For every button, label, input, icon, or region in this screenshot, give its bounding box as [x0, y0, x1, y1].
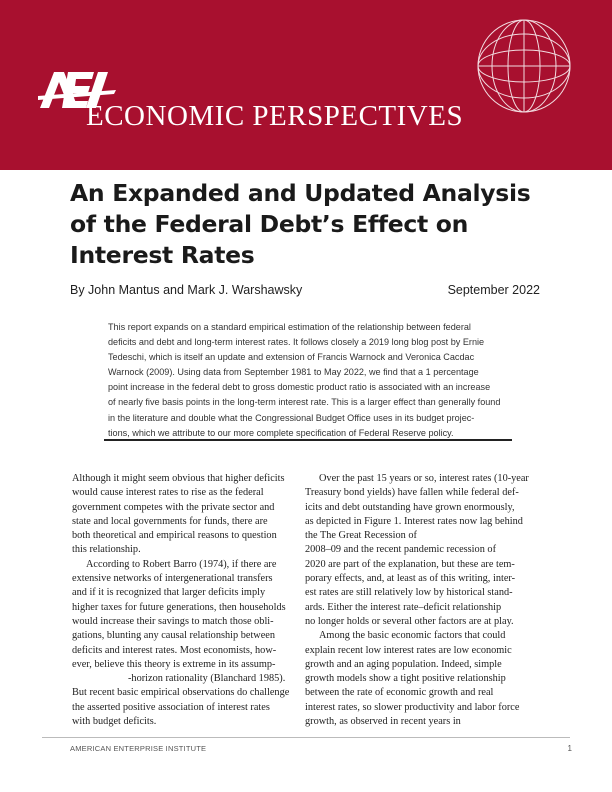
body-column-left [72, 472, 308, 729]
page-number: 1 [567, 744, 572, 753]
abstract-line: This report expands on a standard empirical estimation of the relationship between federal [108, 322, 471, 332]
body-line: 2020 are part of the explanation, but these are tem- [305, 558, 515, 570]
body-line: growth, as observed in recent years in [305, 716, 461, 728]
title-line: of the Federal Debt’s Effect on [70, 210, 469, 238]
series-title: ECONOMIC PERSPECTIVES [86, 100, 464, 132]
body-line: Although it might seem obvious that higher deficits [72, 473, 285, 484]
abstract-line: in the literature and double what the Congressional Budget Office uses in its budget projec- [108, 412, 475, 423]
abstract-line: tions, which we attribute to our more complete specification of Federal Reserve policy. [108, 427, 454, 438]
body-line: higher taxes for future generations, then households [72, 601, 286, 613]
section-divider [104, 439, 512, 441]
body-line: According to Robert Barro (1974), if there are [86, 558, 277, 570]
body-line: -horizon rationality (Blanchard 1985). [128, 673, 286, 685]
abstract-line: point increase in the federal debt to gross domestic product ratio is associated with an increase [108, 382, 491, 393]
body-line: gations, blunting any causal relationship between [72, 630, 276, 642]
body-line: ards. Either the interest rate–deficit relationship [305, 601, 502, 613]
body-line: as depicted in Figure 1. Interest rates now lag behind [305, 515, 523, 527]
byline-authors: By John Mantus and Mark J. Warshawsky [70, 283, 303, 297]
body-line: the The Great Recession of [305, 530, 417, 542]
body-line: ever, believe this theory is extreme in its assump- [72, 658, 276, 670]
body-line: extensive networks of intergenerational transfers [72, 573, 273, 585]
body-line: state and local governments for funds, there are [72, 515, 268, 527]
body-line: both theoretical and empirical reasons to question [72, 530, 277, 542]
body-line: growth models show a tight positive relationship [305, 673, 506, 685]
body-line: Treasury bond yields) have fallen while federal def- [305, 487, 519, 499]
body-line: growth and an aging population. Indeed, simple [305, 658, 502, 670]
body-line: this relationship. [72, 544, 141, 556]
title-line: An Expanded and Updated Analysis [70, 179, 531, 207]
body-line: and if it is recognized that larger deficits imply [72, 587, 266, 599]
body-line: would increase their savings to match those obli- [72, 615, 274, 627]
body-line: interest rates, so slower productivity and labor force [305, 701, 520, 713]
body-line: Over the past 15 years or so, interest rates (10-year [319, 473, 529, 484]
abstract-line: of nearly five basis points in the long-term interest rate. This is a larger effect than generally found [108, 397, 501, 408]
body-line: deficits and interest rates. Most economists, how- [72, 644, 277, 656]
abstract-line: Tedeschi, which is itself an update and extension of Francis Warnock and Veronica Cacdac [108, 352, 475, 363]
body-line: would cause interest rates to rise as the federal [72, 487, 264, 499]
abstract-line: deficits and debt and long-term interest rates. It follows closely a 2019 long blog post by Ernie [108, 337, 485, 348]
abstract-line: Warnock (2009). Using data from September 1981 to May 2022, we find that a 1 percentage [108, 367, 479, 378]
body-line: But recent basic empirical observations do challenge [72, 687, 290, 699]
body-line: with budget deficits. [72, 716, 157, 728]
body-line: 2008–09 and the recent pandemic recession of [305, 544, 496, 556]
body-line: Among the basic economic factors that could [319, 630, 506, 642]
abstract [108, 320, 510, 441]
report-title [70, 178, 550, 271]
body-line: no longer holds or several other factors are at play. [305, 615, 514, 627]
body-line: est rates are still relatively low by historical stand- [305, 587, 513, 599]
footer-divider [42, 737, 570, 738]
body-line: explain recent low interest rates are low economic [305, 644, 512, 656]
body-line: porary effects, and, at least as of this writing, inter- [305, 573, 516, 585]
byline-date: September 2022 [447, 283, 540, 297]
body-line: government competes with the private sector and [72, 501, 275, 513]
body-line: between the rate of economic growth and real [305, 687, 494, 699]
title-line: Interest Rates [70, 241, 255, 269]
body-line: the asserted positive association of interest rates [72, 701, 270, 713]
footer-institute: AMERICAN ENTERPRISE INSTITUTE [70, 744, 207, 753]
body-line: icits and debt outstanding have grown enormously, [305, 501, 515, 513]
body-column-right [305, 472, 541, 729]
header-banner [0, 0, 612, 170]
